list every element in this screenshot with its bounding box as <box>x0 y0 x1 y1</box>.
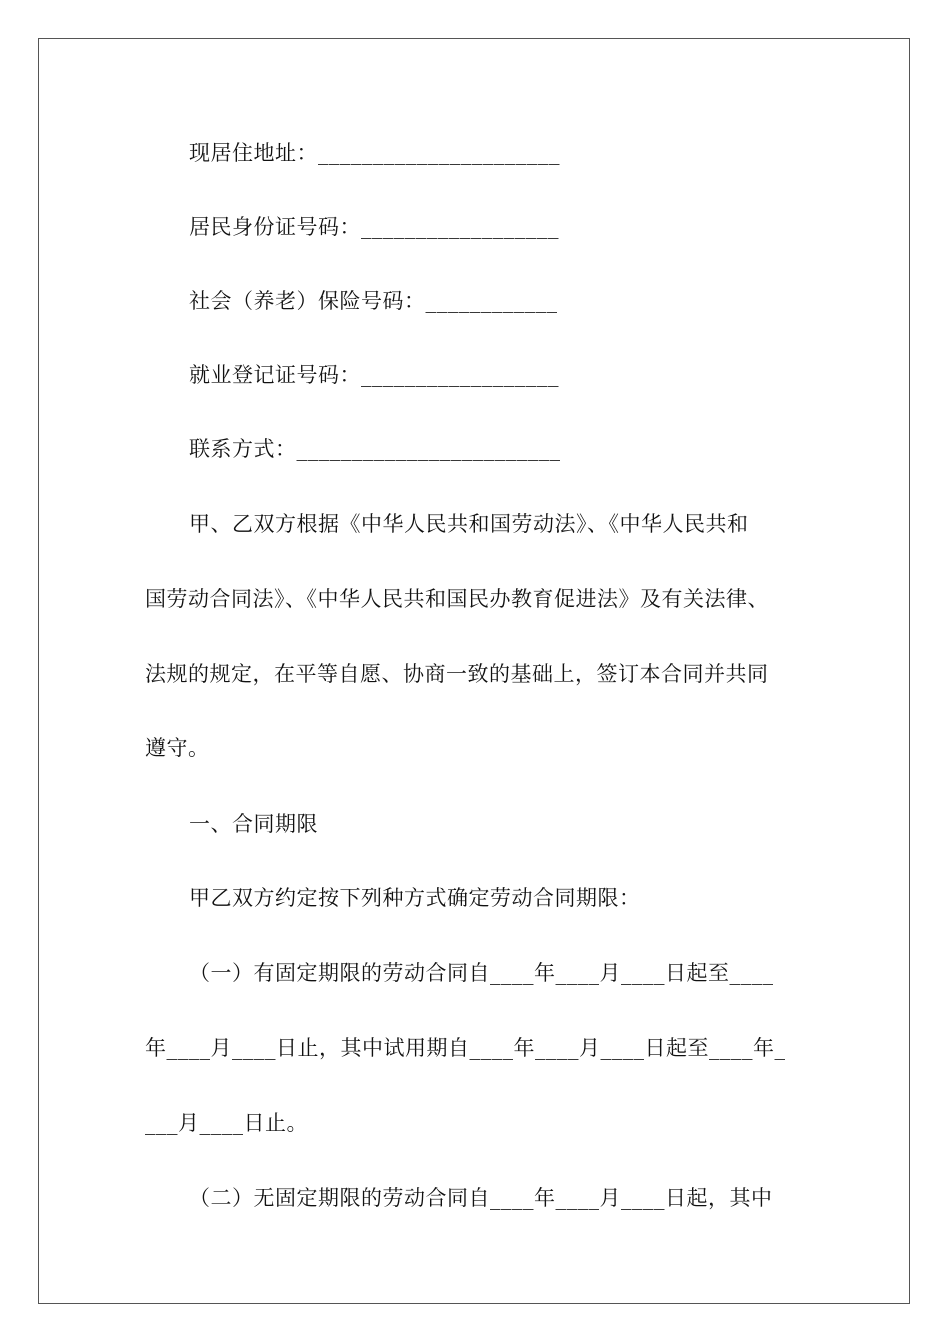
clause-1-line-3: ___月____日止。 <box>145 1111 308 1135</box>
field-address <box>189 138 869 168</box>
field-contact-label: 联系方式： <box>189 437 297 461</box>
section-1-title: 一、合同期限 <box>189 812 318 836</box>
field-contact <box>189 434 869 464</box>
preamble-line-3: 法规的规定，在平等自愿、协商一致的基础上，签订本合同并共同 <box>145 662 769 686</box>
section-1-intro: 甲乙双方约定按下列种方式确定劳动合同期限： <box>189 886 641 910</box>
preamble-line-1: 甲、乙双方根据《中华人民共和国劳动法》、《中华人民共和 <box>189 512 749 536</box>
clause-1-line-2: 年____月____日止，其中试用期自____年____月____日起至____年_ <box>145 1036 786 1060</box>
field-employment-number-label: 就业登记证号码： <box>189 363 361 387</box>
preamble-line-2: 国劳动合同法》、《中华人民共和国民办教育促进法》及有关法律、 <box>145 587 769 611</box>
field-insurance-number-blank: ____________ <box>425 289 558 313</box>
field-address-label: 现居住地址： <box>189 141 318 165</box>
field-insurance-number-label: 社会（养老）保险号码： <box>189 289 426 313</box>
field-insurance-number <box>189 286 869 316</box>
clause-2-line-1: （二）无固定期限的劳动合同自____年____月____日起，其中 <box>189 1186 773 1210</box>
field-address-blank: ______________________ <box>318 141 560 165</box>
field-id-number-blank: __________________ <box>361 215 559 239</box>
clause-1-line-1: （一）有固定期限的劳动合同自____年____月____日起至____ <box>189 961 774 985</box>
field-contact-blank: ________________________ <box>296 437 561 461</box>
field-employment-number-blank: __________________ <box>361 363 559 387</box>
field-id-number <box>189 212 869 242</box>
field-employment-number <box>189 360 869 390</box>
preamble-line-4: 遵守。 <box>145 736 210 760</box>
field-id-number-label: 居民身份证号码： <box>189 215 361 239</box>
